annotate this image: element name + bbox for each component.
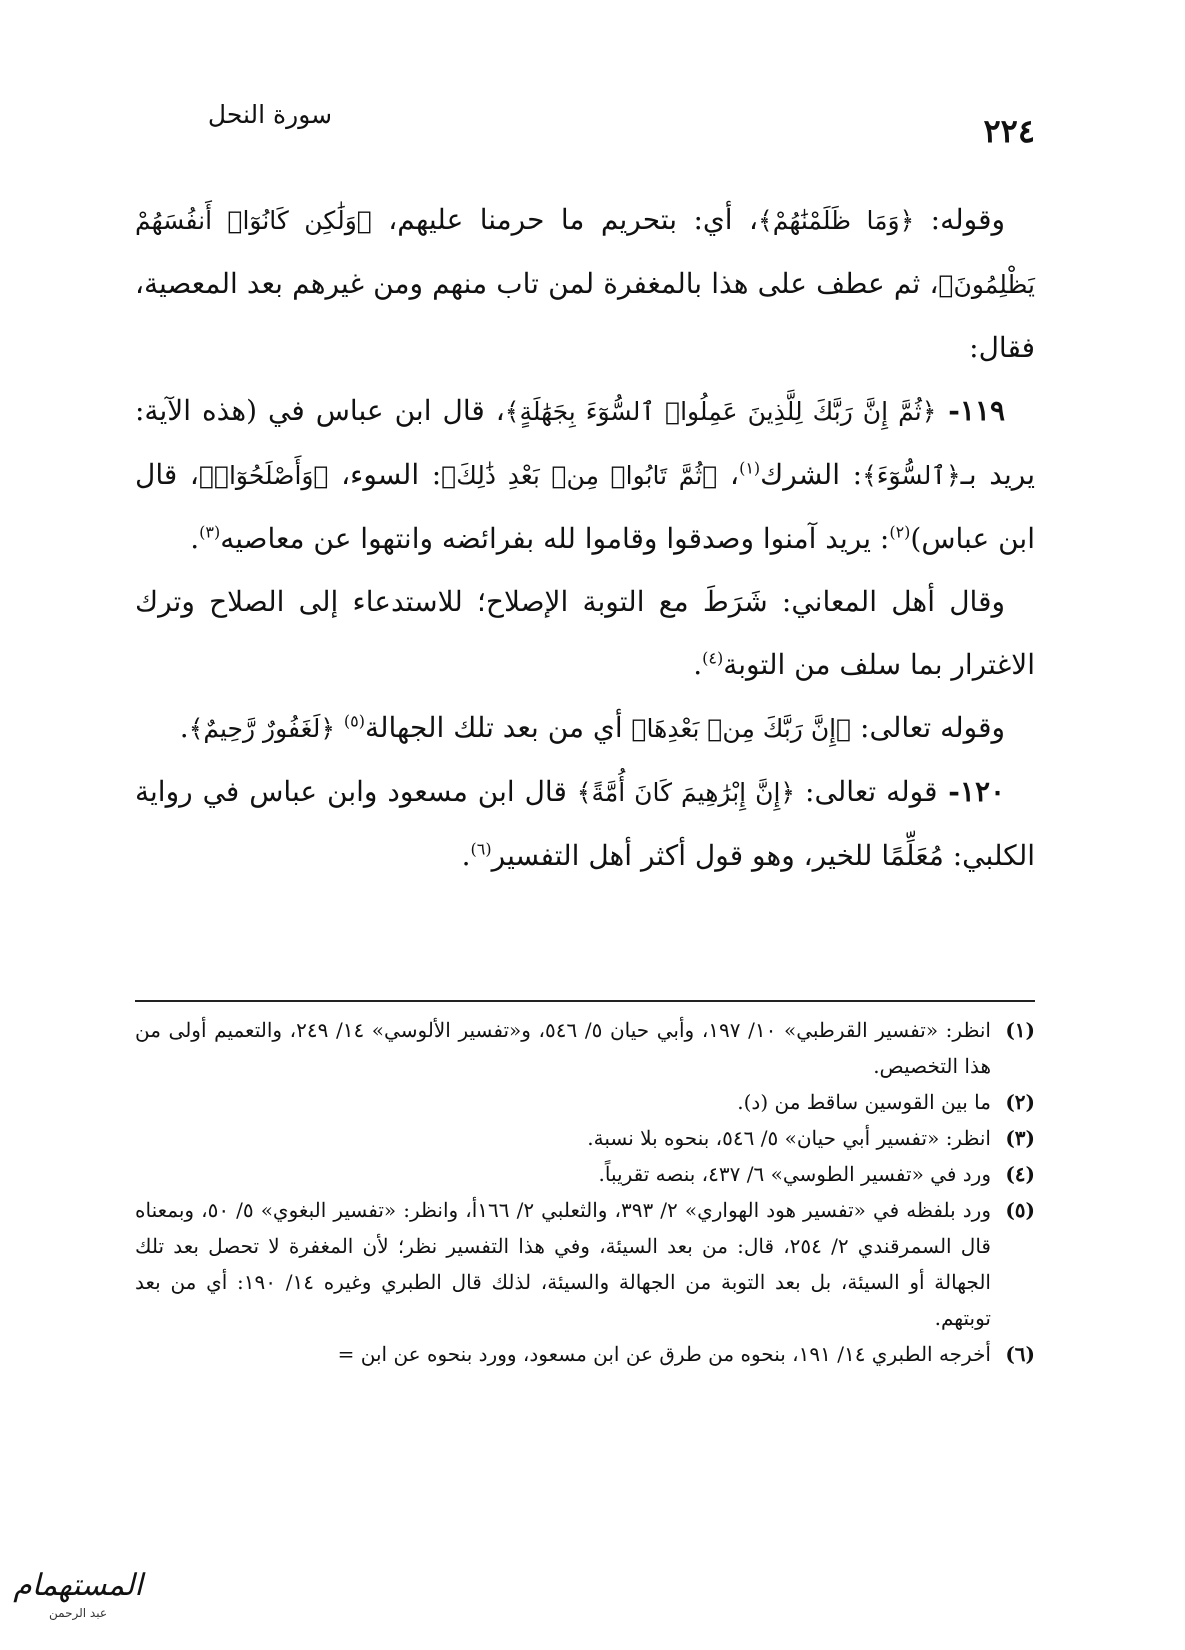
surah-title: سورة النحل — [207, 100, 333, 129]
quran-verse: ﴿وَلَٰكِن كَانُوٓا۟ أَنفُسَهُمْ يَظْلِمُونَ﴾ — [135, 206, 1035, 299]
footnote-text: ورد في «تفسير الطوسي» ٦/ ٤٣٧، بنصه تقريباً. — [598, 1162, 991, 1186]
text-run: وقوله تعالى: — [851, 711, 1005, 744]
footnote-number: (٣) — [1005, 1126, 1035, 1150]
paragraph-1 — [135, 188, 1035, 379]
text-run: . — [179, 711, 189, 744]
footnote-5 — [135, 1192, 1035, 1336]
logo-sub-text: عبد الرحمن — [49, 1606, 107, 1620]
text-run: أي من بعد تلك الجهالة — [364, 711, 632, 744]
text-run — [335, 711, 344, 744]
watermark-logo — [8, 1555, 148, 1625]
text-run: . — [461, 839, 471, 872]
text-run: : يريد آمنوا وصدقوا وقاموا لله بفرائضه وانتهوا عن معاصيه — [220, 522, 890, 555]
logo-main-text: المستهمام — [13, 1568, 143, 1603]
text-run: . — [190, 522, 200, 555]
footnote-ref: (٦) — [470, 839, 492, 859]
quran-verse: ﴿وَأَصْلَحُوٓا۟﴾ — [198, 461, 329, 490]
paragraph-verse-119 — [135, 379, 1035, 570]
footnote-text: أخرجه الطبري ١٤/ ١٩١، بنحوه من طرق عن ابن مسعود، وورد بنحوه عن ابن = — [337, 1342, 991, 1366]
footnote-number: (٦) — [1005, 1342, 1035, 1366]
footnote-ref: (١) — [739, 458, 761, 478]
main-text — [135, 188, 1035, 887]
page-number: ٢٢٤ — [983, 112, 1035, 150]
quran-verse: ﴿إِنَّ إِبْرَٰهِيمَ كَانَ أُمَّةً﴾ — [576, 778, 796, 807]
footnote-text: ورد بلفظه في «تفسير هود الهواري» ٢/ ٣٩٣، والثعلبي ٢/ ١٦٦أ، وانظر: «تفسير البغوي» ٥/ ٥٠، وبمعناه قال السمرقندي ٢/ ٢٥٤، قال: من بعد السيئة، وفي هذا التفسير نظر؛ لأن المغفرة لا تحصل بعد تلك الجهالة أو السيئة، بل بعد التوبة من الجهالة والسيئة، لذلك قال الطبري وغيره ١٤/ ١٩٠: أي من بعد توبتهم. — [135, 1198, 991, 1330]
footnote-6 — [135, 1336, 1035, 1372]
footnote-ref: (٥) — [343, 711, 365, 731]
text-run: ، ثم عطف على هذا بالمغفرة لمن تاب منهم ومن غيرهم بعد المعصية، فقال: — [135, 267, 1035, 364]
footnote-number: (٤) — [1005, 1162, 1035, 1186]
text-run: قوله تعالى: — [795, 775, 938, 808]
footnote-1 — [135, 1012, 1035, 1084]
footnote-number: (٢) — [1005, 1090, 1035, 1114]
quran-verse: ﴿ٱلسُّوٓءَ﴾ — [862, 461, 961, 490]
text-run: وقوله: — [914, 203, 1006, 236]
footnote-ref: (٣) — [199, 522, 221, 542]
paragraph-3 — [135, 570, 1035, 696]
footnote-ref: (٤) — [702, 648, 724, 668]
text-run: ، قال ابن عباس) — [135, 458, 1035, 555]
footnote-text: انظر: «تفسير أبي حيان» ٥/ ٥٤٦، بنحوه بلا نسبة. — [587, 1126, 991, 1150]
footnote-4 — [135, 1156, 1035, 1192]
text-run: ، قال ابن عباس في (هذه الآية: يريد بـ — [135, 394, 1036, 491]
footnote-number: (١) — [1005, 1018, 1035, 1042]
footnote-2 — [135, 1084, 1035, 1120]
footnotes — [135, 1012, 1035, 1372]
quran-verse: ﴿ثُمَّ إِنَّ رَبَّكَ لِلَّذِينَ عَمِلُوا۟ ٱلسُّوٓءَ بِجَهَٰلَةٍ﴾ — [504, 397, 937, 426]
footnote-text: انظر: «تفسير القرطبي» ١٠/ ١٩٧، وأبي حيان ٥/ ٥٤٦، و«تفسير الألوسي» ١٤/ ٢٤٩، والتعميم أولى من هذا التخصيص. — [135, 1018, 991, 1078]
text-run: ، أي: بتحريم ما حرمنا عليهم، — [371, 203, 759, 236]
footnote-ref: (٢) — [889, 522, 911, 542]
quran-verse: ﴿ثُمَّ تَابُوا۟ مِنۢ بَعْدِ ذَٰلِكَ﴾ — [441, 461, 718, 490]
quran-verse: ﴿إِنَّ رَبَّكَ مِنۢ بَعْدِهَا﴾ — [631, 714, 852, 743]
paragraph-4 — [135, 696, 1035, 760]
text-run: ، — [717, 458, 740, 491]
footnote-text: ما بين القوسين ساقط من (د). — [737, 1090, 991, 1114]
text-run: . — [693, 648, 703, 681]
text-run: : السوء، — [328, 458, 442, 491]
verse-number: ١٢٠- — [937, 775, 1006, 808]
quran-verse: ﴿وَمَا ظَلَمْنَٰهُمْ﴾ — [758, 206, 915, 235]
footnote-number: (٥) — [1005, 1198, 1035, 1222]
text-run: وقال أهل المعاني: شَرَطَ مع التوبة الإصلاح؛ للاستدعاء إلى الصلاح وترك الاغترار بما سلف من التوبة — [135, 585, 1035, 681]
quran-verse: ﴿لَغَفُورٌ رَّحِيمٌ﴾ — [188, 714, 335, 743]
footnote-3 — [135, 1120, 1035, 1156]
text-run: : الشرك — [760, 458, 863, 491]
text-run: قال ابن مسعود وابن عباس في رواية الكلبي: مُعَلِّمًا للخير، وهو قول أكثر أهل التفسير — [135, 775, 1035, 872]
paragraph-verse-120 — [135, 760, 1035, 887]
footnote-divider — [135, 1000, 1035, 1002]
verse-number: ١١٩- — [936, 394, 1005, 427]
